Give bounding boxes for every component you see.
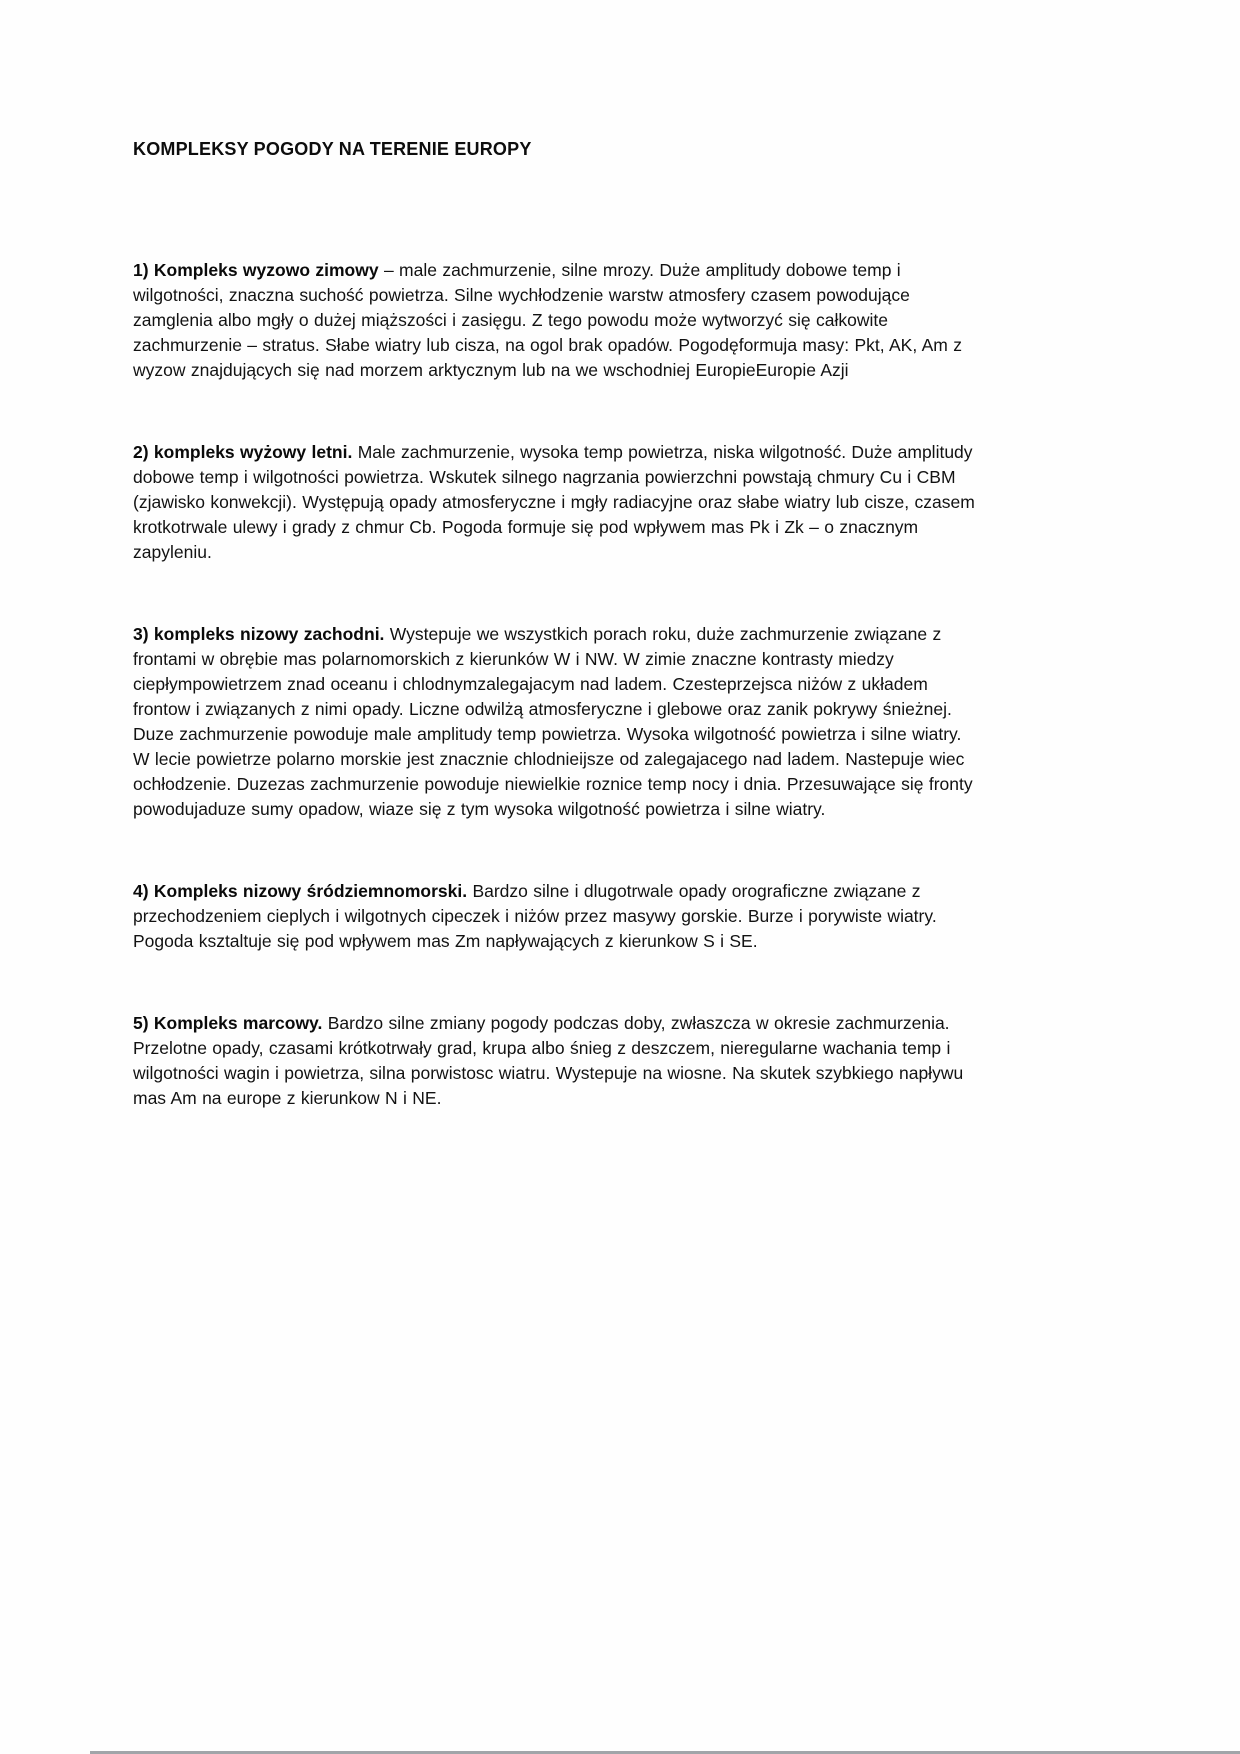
document-title: KOMPLEKSY POGODY NA TERENIE EUROPY <box>133 139 532 159</box>
paragraph-3 <box>133 622 981 822</box>
paragraph-5-body: Bardzo silne zmiany pogody podczas doby, zwłaszcza w okresie zachmurzenia. Przelotne opady, czasami krótkotrwały grad, krupa albo śnieg z deszczem, nieregularne wachania temp i wilgotności wagin i powietrza, silna porwistosc wiatru. Wystepuje na wiosne. Na skutek szybkiego napływu mas Am na europe z kierunkow N i NE. <box>133 1013 964 1108</box>
paragraph-4-body: Bardzo silne i dlugotrwale opady orograficzne związane z przechodzeniem cieplych i wilgotnych cipeczek i niżów przez masywy gorskie. Burze i porywiste wiatry. Pogoda ksztaltuje się pod wpływem mas Zm napływających z kierunkow S i SE. <box>133 881 937 951</box>
paragraph-1 <box>133 258 981 383</box>
paragraph-1-body: – male zachmurzenie, silne mrozy. Duże amplitudy dobowe temp i wilgotności, znaczna suchość powietrza. Silne wychłodzenie warstw atmosfery czasem powodujące zamglenia albo mgły o dużej miąższości i zasięgu. Z tego powodu może wytworzyć się całkowite zachmurzenie – stratus. Słabe wiatry lub cisza, na ogol brak opadów. Pogodęformuja masy: Pkt, AK, Am z wyzow znajdujących się nad morzem arktycznym lub na we wschodniej EuropieEuropie Azji <box>133 260 962 380</box>
document-content <box>133 138 981 1168</box>
paragraph-1-heading: 1) Kompleks wyzowo zimowy <box>133 260 379 280</box>
paragraph-5 <box>133 1011 981 1111</box>
paragraph-2 <box>133 440 981 565</box>
paragraph-2-body: Male zachmurzenie, wysoka temp powietrza, niska wilgotność. Duże amplitudy dobowe temp i wilgotności powietrza. Wskutek silnego nagrzania powierzchni powstają chmury Cu i CBM (zjawisko konwekcji). Występują opady atmosferyczne i mgły radiacyjne oraz słabe wiatry lub cisze, czasem krotkotrwale ulewy i grady z chmur Cb. Pogoda formuje się pod wpływem mas Pk i Zk – o znacznym zapyleniu. <box>133 442 975 562</box>
paragraph-2-heading: 2) kompleks wyżowy letni. <box>133 442 353 462</box>
paragraph-3-body: Wystepuje we wszystkich porach roku, duże zachmurzenie związane z frontami w obrębie mas polarnomorskich z kierunków W i NW. W zimie znaczne kontrasty miedzy ciepłympowietrzem znad oceanu i chlodnymzalegajacym nad ladem. Czesteprzejsca niżów z układem frontow i związanych z nimi opady. Liczne odwilżą atmosferyczne i glebowe oraz zanik pokrywy śnieżnej. Duze zachmurzenie powoduje male amplitudy temp powietrza. Wysoka wilgotność powietrza i silne wiatry. W lecie powietrze polarno morskie jest znacznie chlodnieijsze od zalegajacego nad ladem. Nastepuje wiec ochłodzenie. Duzezas zachmurzenie powoduje niewielkie roznice temp nocy i dnia. Przesuwające się fronty powodujaduze sumy opadow, wiaze się z tym wysoka wilgotność powietrza i silne wiatry. <box>133 624 973 819</box>
paragraph-5-heading: 5) Kompleks marcowy. <box>133 1013 323 1033</box>
paragraph-4 <box>133 879 981 954</box>
paragraph-3-heading: 3) kompleks nizowy zachodni. <box>133 624 385 644</box>
paragraph-4-heading: 4) Kompleks nizowy śródziemnomorski. <box>133 881 468 901</box>
